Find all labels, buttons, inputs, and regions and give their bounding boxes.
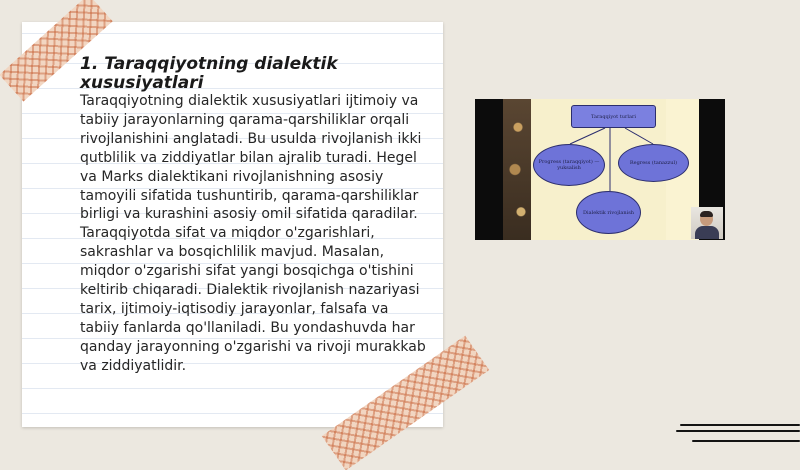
diagram-node-right: Regress (tanazzul) bbox=[618, 144, 689, 182]
video-letterbox bbox=[699, 99, 725, 208]
diagram-node-top: Taraqqiyot turlari bbox=[571, 105, 656, 128]
diagram-node-left: Progress (taraqqiyot) — yuksalish bbox=[533, 144, 605, 186]
embedded-video[interactable] bbox=[475, 99, 725, 240]
presenter-body bbox=[695, 226, 719, 239]
diagram-node-bottom: Dialektik rivojlanish bbox=[576, 191, 641, 234]
slide-title: 1. Taraqqiyotning dialektik xususiyatlari bbox=[80, 54, 338, 93]
presenter-hair bbox=[700, 211, 713, 217]
decorative-line-2 bbox=[676, 430, 800, 432]
decorative-line-1 bbox=[680, 424, 800, 426]
decorative-line-3 bbox=[692, 440, 800, 442]
slide-body-text: Taraqqiyotning dialektik xususiyatlari ijtimoiy va tabiiy jarayonlarning qarama-qarshiliklar orqali rivojlanishini anglatadi. Bu usulda rivojlanish ikki qutblilik va ziddiyatlar bilan ajralib turadi. Hegel va Marks dialektikani rivojlanishning asosiy tamoyili sifatida tushuntirib, qarama-qarshiliklar birligi va kurashini asosiy omil sifatida qaradilar. Taraqqiyotda sifat va miqdor o'zgarishlari, sakrashlar va bosqichlilik mavjud. Masalan, miqdor o'zgarishi sifat yangi bosqichga o'tishini keltirib chiqaradi. Dialektik rivojlanish nazariyasi tarix, ijtimoiy-iqtisodiy jarayonlar, falsafa va tabiiy fanlarda qo'llaniladi. Bu yondashuvda har qanday jarayonning o'zgarishi va rivoji murakkab va ziddiyatlidir. bbox=[80, 93, 426, 374]
webcam-thumbnail[interactable] bbox=[691, 207, 723, 239]
